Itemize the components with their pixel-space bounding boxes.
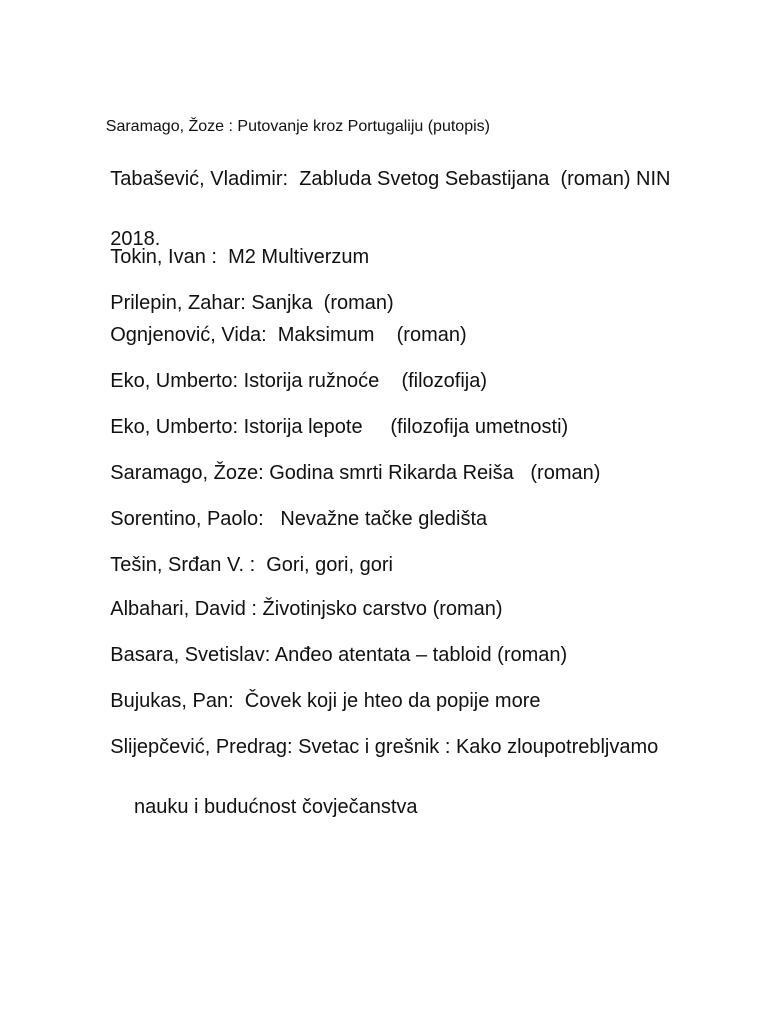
- book-entry-slijepcevic: [88, 702, 688, 882]
- entry-text: Eko, Umberto: Istorija ružnoće (filozofija): [110, 370, 488, 392]
- entry-text-continuation: nauku i budućnost čovječanstva: [134, 796, 418, 818]
- entry-text: Eko, Umberto: Istorija lepote (filozofija umetnosti): [110, 416, 569, 438]
- entry-text: Slijepčević, Predrag: Svetac i grešnik : Kako zloupotrebljvamo: [110, 736, 659, 758]
- entry-text: Bujukas, Pan: Čovek koji je hteo da popije more: [110, 690, 541, 712]
- entry-text: Tokin, Ivan : M2 Multiverzum: [110, 246, 370, 268]
- entry-text: Tabašević, Vladimir: Zabluda Svetog Sebastijana (roman) NIN: [110, 168, 671, 190]
- entry-text: Saramago, Žoze : Putovanje kroz Portugaliju (putopis): [105, 118, 490, 135]
- entry-text: Basara, Svetislav: Anđeo atentata – tabloid (roman): [110, 644, 568, 666]
- entry-text: Prilepin, Zahar: Sanjka (roman): [110, 292, 394, 314]
- entry-text: Sorentino, Paolo: Nevažne tačke gledišta: [110, 508, 488, 530]
- entry-text: Ognjenović, Vida: Maksimum (roman): [110, 324, 467, 346]
- entry-text: Tešin, Srđan V. : Gori, gori, gori: [110, 554, 393, 576]
- entry-text-continuation: 2018.: [110, 228, 161, 250]
- entry-text: Saramago, Žoze: Godina smrti Rikarda Reiša (roman): [110, 462, 601, 484]
- entry-text: Albahari, David : Životinjsko carstvo (roman): [110, 598, 503, 620]
